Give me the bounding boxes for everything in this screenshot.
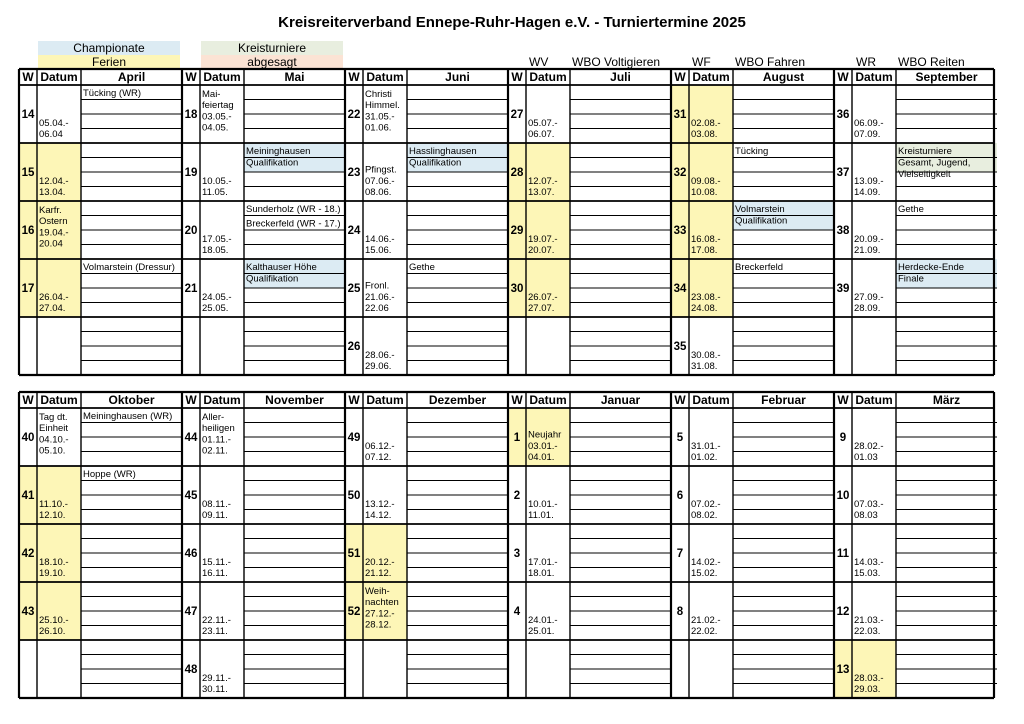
week-number: 5	[676, 432, 684, 444]
date-text: 03.01.-	[528, 440, 558, 452]
week-number: 23	[347, 167, 361, 179]
date-text: 08.03	[854, 510, 878, 521]
date-text: Mai-	[202, 89, 221, 100]
date-text: 12.10.	[39, 510, 66, 521]
legend-ferien: Ferien	[38, 55, 180, 69]
week-number: 6	[676, 490, 684, 502]
week-header: W	[185, 393, 197, 407]
month-header: April	[117, 70, 146, 84]
week-number: 25	[347, 283, 361, 295]
week-number: 29	[510, 225, 524, 237]
date-text: 14.03.-	[854, 556, 884, 568]
date-text: 12.04.-	[39, 175, 69, 187]
date-header: Datum	[40, 393, 78, 407]
event-text: Tücking	[735, 146, 769, 157]
week-number: 46	[184, 548, 198, 560]
date-text: Weih-	[365, 586, 390, 597]
date-text: 22.02.	[691, 626, 718, 637]
date-text: 13.07.	[528, 187, 555, 198]
week-number: 45	[184, 490, 198, 502]
week-number: 33	[673, 225, 687, 237]
date-header: Datum	[855, 70, 893, 84]
date-text: 03.05.-	[202, 111, 232, 123]
event-text: Meininghausen (WR)	[83, 411, 173, 422]
date-text: 19.04.-	[39, 227, 69, 239]
month-header: Oktober	[108, 393, 155, 407]
event-text: Volmarstein (Dressur)	[83, 262, 175, 273]
week-number: 52	[347, 606, 361, 618]
week-number: 8	[676, 606, 684, 618]
month-header: Januar	[600, 393, 641, 407]
date-text: 06.09.-	[854, 117, 884, 129]
week-number: 10	[836, 490, 850, 502]
week-number: 51	[347, 548, 361, 560]
date-text: 05.04.-	[39, 117, 69, 129]
date-text: 08.02.	[691, 510, 718, 521]
date-text: 01.03	[854, 452, 878, 463]
date-text: 24.05.-	[202, 291, 232, 303]
week-number: 37	[836, 167, 850, 179]
discipline-wr-name: WBO Reiten	[898, 55, 965, 69]
date-text: 01.11.-	[202, 434, 231, 446]
date-text: 28.09.	[854, 303, 881, 314]
date-text: 21.03.-	[854, 614, 884, 626]
week-number: 31	[673, 109, 687, 121]
event-text: Herdecke-Ende	[898, 262, 965, 273]
date-text: 07.09.	[854, 129, 881, 140]
week-number: 24	[347, 225, 361, 237]
event-text: Breckerfeld	[735, 262, 784, 273]
week-number: 30	[510, 283, 524, 295]
date-text: 27.09.-	[854, 291, 884, 303]
discipline-wv-code: WV	[529, 55, 549, 69]
date-text: 14.12.	[365, 510, 392, 521]
date-header: Datum	[203, 393, 241, 407]
week-header: W	[511, 393, 523, 407]
date-text: 23.08.-	[691, 291, 721, 303]
date-text: 13.04.	[39, 187, 66, 198]
date-header: Datum	[366, 70, 404, 84]
event-text: Tücking (WR)	[83, 88, 142, 99]
date-text: 28.02.-	[854, 440, 884, 452]
date-text: 08.06.	[365, 187, 392, 198]
event-text: Breckerfeld (WR - 17.)	[246, 218, 341, 230]
week-number: 48	[184, 664, 198, 676]
week-number: 36	[836, 109, 850, 121]
date-text: 06.04	[39, 129, 63, 140]
date-text: 13.09.-	[854, 175, 884, 187]
date-text: 21.06.-	[365, 291, 395, 303]
week-number: 1	[513, 432, 521, 444]
date-text: 14.06.-	[365, 233, 395, 245]
week-number: 19	[184, 167, 198, 179]
week-number: 16	[21, 225, 35, 237]
week-number: 18	[184, 109, 198, 121]
week-number: 14	[21, 109, 35, 121]
date-text: 21.02.-	[691, 614, 721, 626]
discipline-wv-name: WBO Voltigieren	[572, 55, 661, 69]
week-number: 28	[510, 167, 524, 179]
date-text: Ostern	[39, 216, 68, 228]
week-header: W	[22, 70, 34, 84]
discipline-wf-name: WBO Fahren	[735, 55, 806, 69]
date-header: Datum	[692, 393, 730, 407]
event-text: Gethe	[898, 204, 924, 215]
date-text: 21.09.	[854, 245, 881, 256]
week-header: W	[22, 393, 34, 407]
date-text: Neujahr	[528, 429, 562, 441]
month-header: Mai	[284, 70, 305, 84]
week-number: 4	[513, 606, 521, 618]
date-text: 20.07.	[528, 245, 555, 256]
date-text: heiligen	[202, 423, 235, 435]
date-text: 04.10.-	[39, 434, 69, 446]
date-text: 26.07.-	[528, 291, 558, 303]
discipline-wr-code: WR	[856, 55, 876, 69]
date-text: 06.12.-	[365, 440, 395, 452]
week-number: 3	[513, 548, 521, 560]
date-text: 11.10.-	[39, 498, 68, 510]
event-text: Volmarstein	[735, 204, 785, 215]
week-number: 26	[347, 341, 361, 353]
week-number: 35	[673, 341, 687, 353]
week-number: 38	[836, 225, 850, 237]
week-number: 41	[21, 490, 35, 502]
legend-kreisturniere: Kreisturniere	[201, 41, 343, 55]
week-number: 9	[839, 432, 847, 444]
week-header: W	[837, 70, 849, 84]
week-header: W	[348, 70, 360, 84]
week-number: 39	[836, 283, 850, 295]
date-text: 28.03.-	[854, 672, 884, 684]
week-number: 42	[21, 548, 35, 560]
date-text: 15.03.	[854, 568, 881, 579]
date-text: 08.11.-	[202, 498, 231, 510]
page-title: Kreisreiterverband Ennepe-Ruhr-Hagen e.V. - Turniertermine 2025	[278, 14, 746, 31]
date-text: Karfr.	[39, 205, 62, 216]
date-text: 24.01.-	[528, 614, 558, 626]
month-header: September	[915, 70, 978, 84]
date-text: 24.08.	[691, 303, 718, 314]
event-text: Qualifikation	[246, 157, 299, 169]
date-text: 11.05.	[202, 187, 228, 198]
date-text: 25.05.	[202, 303, 229, 314]
date-text: 22.06	[365, 303, 389, 314]
date-text: 11.01.	[528, 510, 554, 521]
date-text: Himmel.	[365, 100, 400, 112]
date-text: 19.07.-	[528, 233, 558, 245]
event-text: Finale	[898, 273, 924, 285]
week-header: W	[837, 393, 849, 407]
date-text: 22.11.-	[202, 614, 231, 626]
month-header: Juni	[445, 70, 470, 84]
legend-championate: Championate	[38, 41, 180, 55]
date-text: 27.12.-	[365, 608, 395, 620]
month-header: August	[762, 70, 805, 84]
event-text: Kreisturniere	[898, 146, 952, 157]
date-text: 21.12.	[365, 568, 392, 579]
week-number: 7	[676, 548, 684, 560]
date-text: 07.03.-	[854, 498, 884, 510]
date-text: 15.02.	[691, 568, 718, 579]
date-text: 26.10.	[39, 626, 66, 637]
date-text: Aller-	[202, 412, 225, 423]
month-header: November	[265, 393, 324, 407]
date-text: 31.05.-	[365, 111, 395, 123]
week-header: W	[348, 393, 360, 407]
week-number: 11	[836, 548, 850, 560]
date-text: 10.01.-	[528, 498, 558, 510]
date-text: 31.01.-	[691, 440, 721, 452]
week-number: 43	[21, 606, 35, 618]
date-text: 15.06.	[365, 245, 392, 256]
date-text: feiertag	[202, 100, 234, 112]
date-text: 29.06.	[365, 361, 392, 372]
week-number: 2	[513, 490, 521, 502]
week-number: 13	[836, 664, 850, 676]
event-text: Hoppe (WR)	[83, 469, 136, 480]
week-number: 27	[510, 109, 524, 121]
week-number: 21	[184, 283, 198, 295]
week-number: 50	[347, 490, 361, 502]
week-number: 47	[184, 606, 198, 618]
date-text: 09.11.	[202, 510, 228, 521]
date-text: 06.07.	[528, 129, 555, 140]
date-text: 14.02.-	[691, 556, 721, 568]
date-text: 18.01.	[528, 568, 555, 579]
date-text: 27.07.	[528, 303, 555, 314]
date-text: 28.12.	[365, 619, 392, 631]
date-text: 14.09.	[854, 187, 881, 198]
week-number: 34	[673, 283, 687, 295]
date-header: Datum	[529, 70, 567, 84]
date-text: 22.03.	[854, 626, 881, 637]
date-text: 07.06.-	[365, 175, 395, 187]
event-text: Meininghausen	[246, 146, 311, 157]
date-header: Datum	[529, 393, 567, 407]
date-text: nachten	[365, 597, 399, 609]
event-text: Qualifikation	[409, 157, 462, 169]
date-text: Pfingst.	[365, 164, 397, 176]
date-text: 18.05.	[202, 245, 229, 256]
event-text: Vielseitigkeit	[898, 169, 951, 180]
date-header: Datum	[692, 70, 730, 84]
date-text: 10.08.	[691, 187, 718, 198]
event-text: Gesamt, Jugend,	[898, 157, 971, 169]
date-text: 07.02.-	[691, 498, 721, 510]
week-number: 17	[21, 283, 35, 295]
date-text: 17.05.-	[202, 233, 232, 245]
week-header: W	[674, 393, 686, 407]
date-text: 16.11.	[202, 568, 228, 579]
date-text: 26.04.-	[39, 291, 69, 303]
date-text: 29.03.	[854, 684, 881, 695]
date-text: 16.08.-	[691, 233, 721, 245]
event-text: Hasslinghausen	[409, 146, 477, 157]
date-text: 31.08.	[691, 361, 718, 372]
event-text: Qualifikation	[735, 215, 788, 227]
week-number: 40	[21, 432, 35, 444]
date-text: Christi	[365, 89, 392, 100]
date-text: 04.05.	[202, 122, 229, 134]
date-text: 15.11.-	[202, 556, 231, 568]
event-text: Sunderholz (WR - 18.)	[246, 204, 341, 215]
date-text: 19.10.	[39, 568, 66, 579]
date-text: 03.08.	[691, 129, 718, 140]
date-text: 05.07.-	[528, 117, 558, 129]
date-text: 10.05.-	[202, 175, 232, 187]
month-header: Dezember	[428, 393, 487, 407]
date-text: 20.04	[39, 238, 63, 250]
date-text: 12.07.-	[528, 175, 558, 187]
week-number: 49	[347, 432, 361, 444]
week-header: W	[674, 70, 686, 84]
date-text: 30.08.-	[691, 349, 721, 361]
date-text: 09.08.-	[691, 175, 721, 187]
date-text: 04.01.	[528, 452, 555, 463]
date-text: 17.08.	[691, 245, 718, 256]
week-number: 20	[184, 225, 198, 237]
legend-abgesagt: abgesagt	[201, 55, 343, 69]
date-text: 25.01.	[528, 626, 555, 637]
date-text: 23.11.	[202, 626, 228, 637]
date-text: Fronl.	[365, 280, 390, 292]
week-number: 44	[184, 432, 198, 444]
date-text: 02.11.	[202, 445, 228, 457]
date-text: 01.02.	[691, 452, 718, 463]
date-text: 17.01.-	[528, 556, 558, 568]
week-number: 12	[836, 606, 850, 618]
event-text: Qualifikation	[246, 273, 299, 285]
date-header: Datum	[855, 393, 893, 407]
week-number: 22	[347, 109, 361, 121]
week-number: 15	[21, 167, 35, 179]
date-text: 28.06.-	[365, 349, 395, 361]
week-header: W	[185, 70, 197, 84]
date-text: 30.11.	[202, 684, 228, 695]
date-text: 05.10.	[39, 445, 66, 457]
date-header: Datum	[203, 70, 241, 84]
date-text: 01.06.	[365, 122, 392, 134]
event-text: Kalthauser Höhe	[246, 262, 317, 273]
date-text: 02.08.-	[691, 117, 721, 129]
event-text: Gethe	[409, 262, 435, 273]
date-text: Einheit	[39, 423, 69, 435]
week-header: W	[511, 70, 523, 84]
date-text: 13.12.-	[365, 498, 395, 510]
date-text: 20.09.-	[854, 233, 884, 245]
date-text: 25.10.-	[39, 614, 69, 626]
month-header: Juli	[610, 70, 631, 84]
date-text: 18.10.-	[39, 556, 69, 568]
date-text: 07.12.	[365, 452, 392, 463]
discipline-wf-code: WF	[692, 55, 711, 69]
month-header: Februar	[761, 393, 806, 407]
date-text: Tag dt.	[39, 412, 68, 423]
week-number: 32	[673, 167, 687, 179]
date-text: 20.12.-	[365, 556, 395, 568]
date-text: 29.11.-	[202, 672, 231, 684]
date-header: Datum	[366, 393, 404, 407]
date-header: Datum	[40, 70, 78, 84]
month-header: März	[932, 393, 961, 407]
date-text: 27.04.	[39, 303, 66, 314]
